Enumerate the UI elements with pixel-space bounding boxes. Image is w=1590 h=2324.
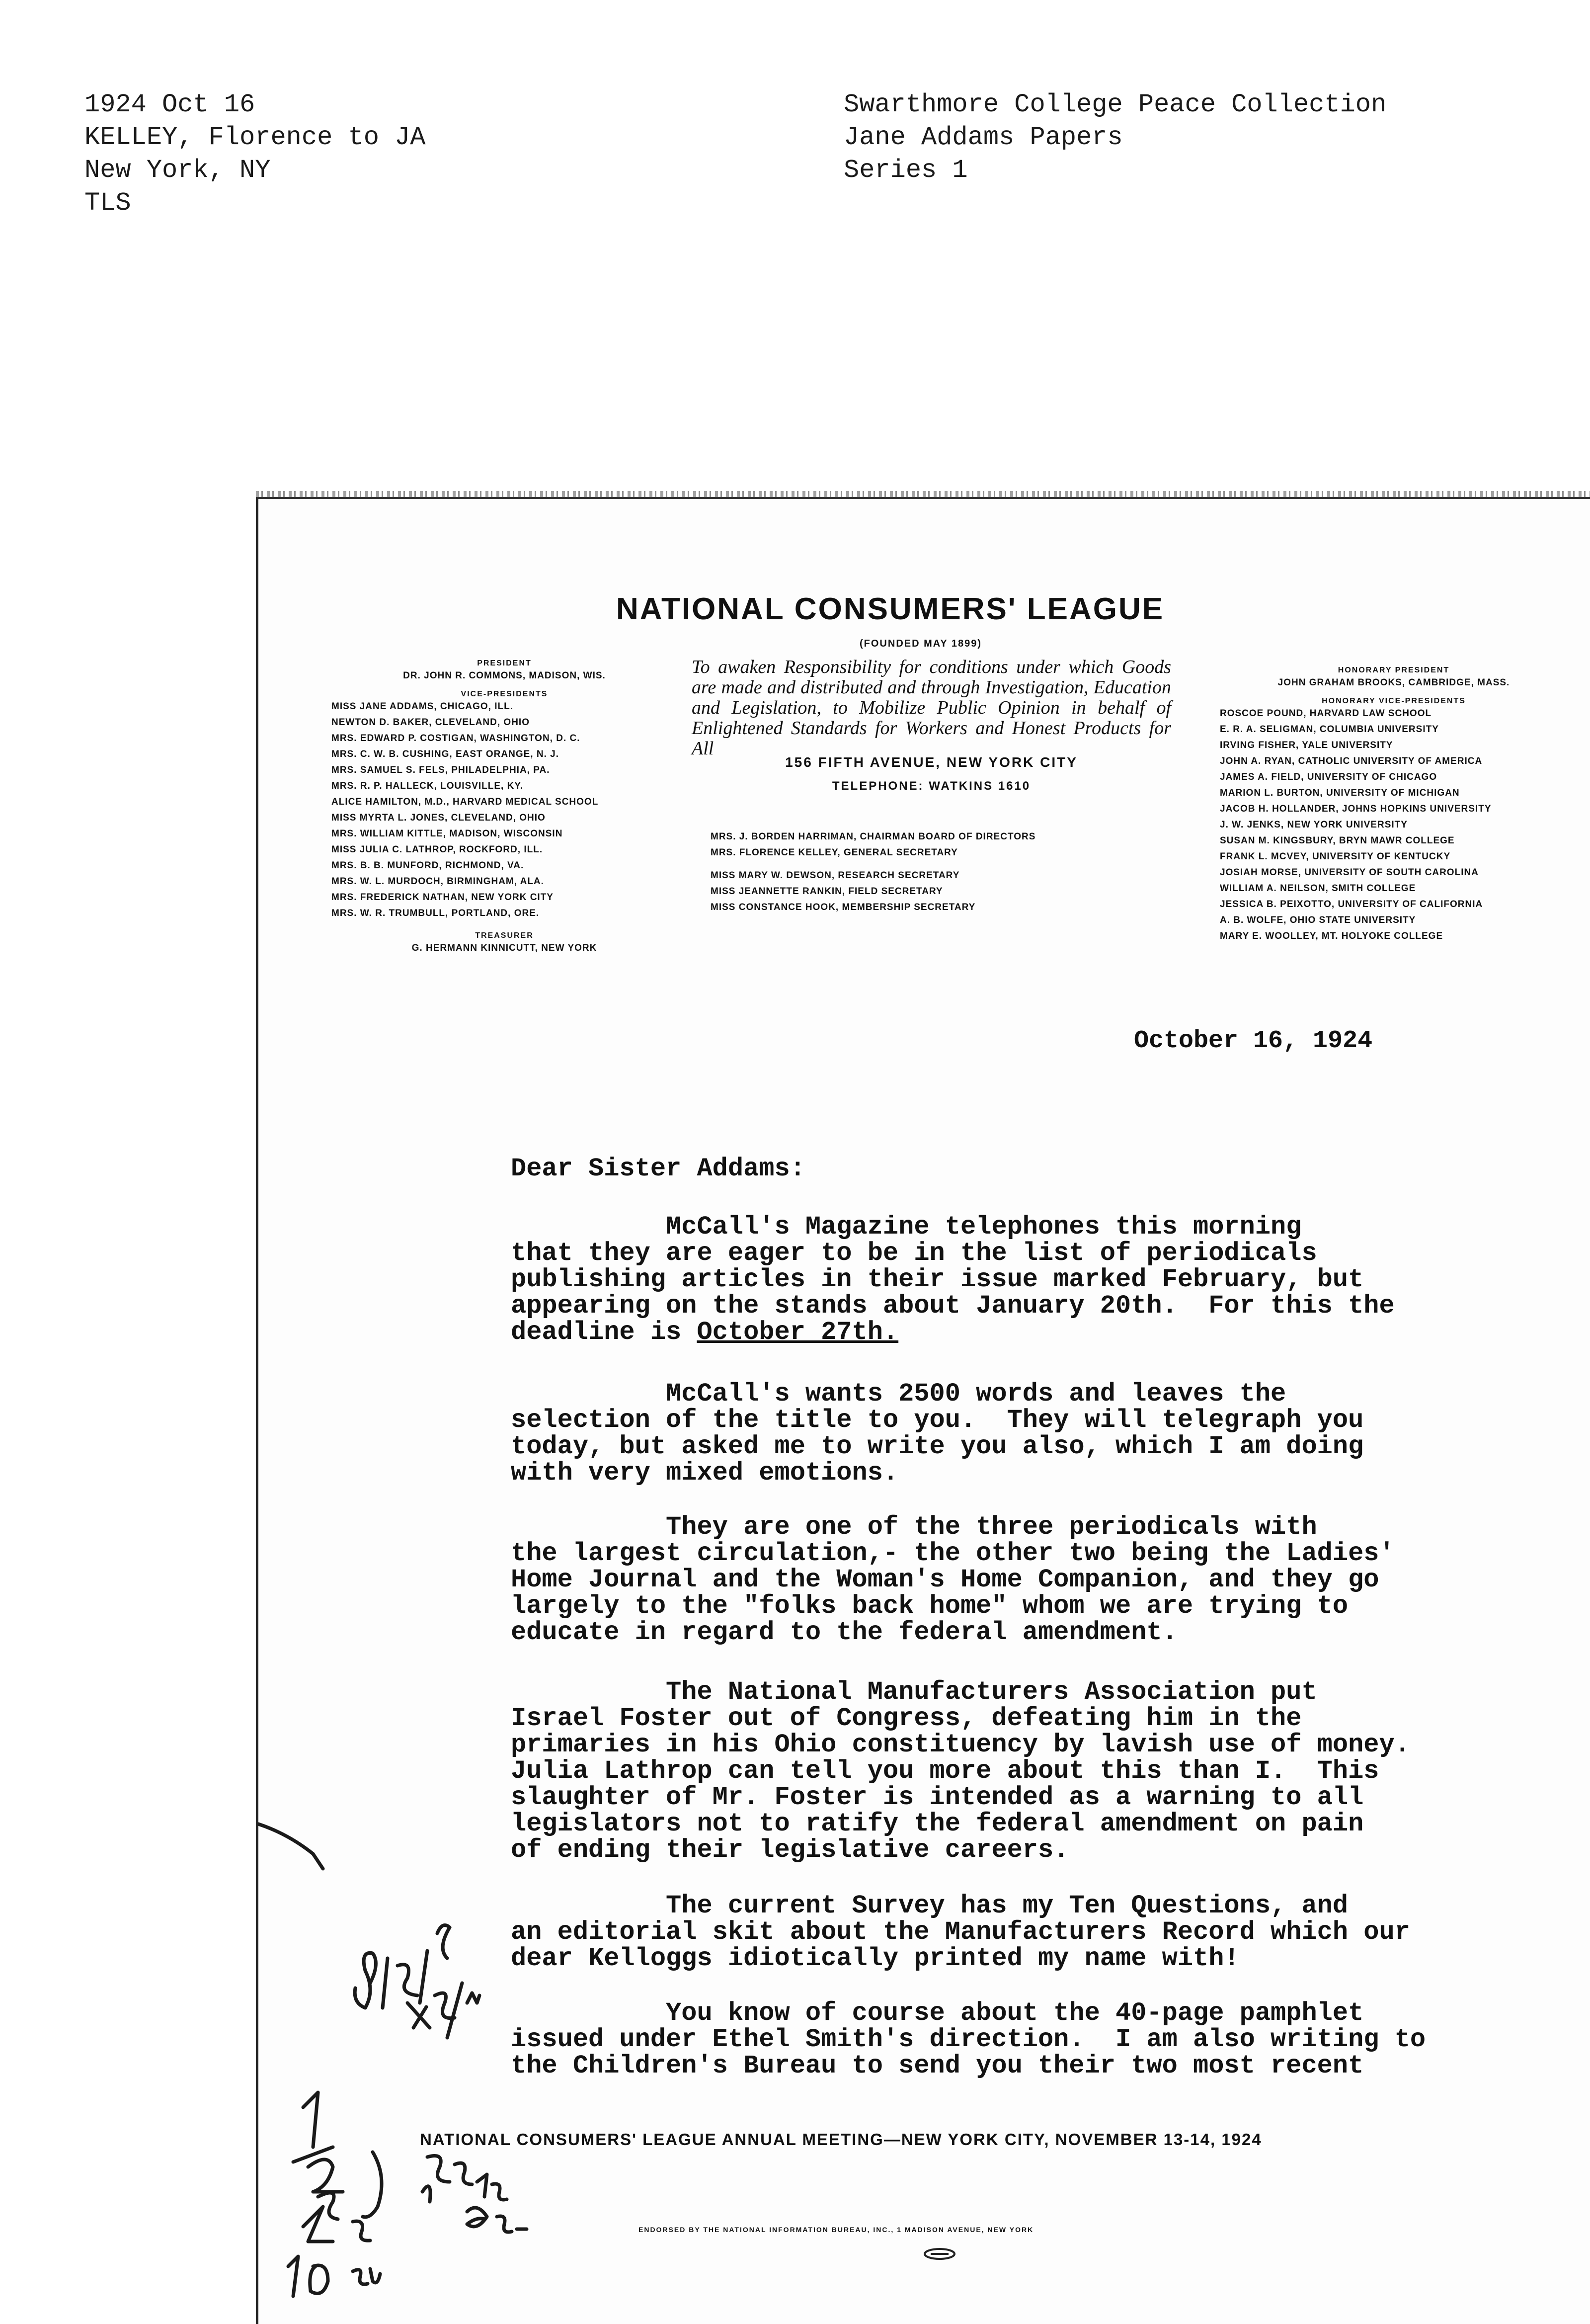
paragraph-line: Julia Lathrop can tell you more about this than I. This [511,1756,1379,1786]
honorary-vice-president: JOSIAH MORSE, UNIVERSITY OF SOUTH CAROLINA [1220,867,1479,878]
paragraph-line: appearing on the stands about January 20th. For this the [511,1291,1395,1321]
deadline-prefix: deadline is [511,1318,697,1347]
archive-doc-type: TLS [84,188,131,218]
treasurer-label: TREASURER [475,931,534,940]
paragraph-6 [511,2000,1426,2079]
vice-president: MRS. SAMUEL S. FELS, PHILADELPHIA, PA. [331,765,550,775]
vice-president: MISS JANE ADDAMS, CHICAGO, ILL. [331,701,513,712]
archive-header-right [844,88,1386,187]
staff-member: MISS MARY W. DEWSON, RESEARCH SECRETARY [711,870,960,881]
archive-date: 1924 Oct 16 [84,90,255,119]
honorary-vice-president: JOHN A. RYAN, CATHOLIC UNIVERSITY OF AMERICA [1220,756,1483,766]
vice-president: MRS. WILLIAM KITTLE, MADISON, WISCONSIN [331,829,563,839]
paragraph-line: the Children's Bureau to send you their two most recent [511,2051,1364,2080]
honorary-president-label: HONORARY PRESIDENT [1338,666,1450,674]
honorary-vice-president: FRANK L. MCVEY, UNIVERSITY OF KENTUCKY [1220,851,1451,862]
honorary-vps-label: HONORARY VICE-PRESIDENTS [1322,697,1466,705]
paragraph-line: primaries in his Ohio constituency by lavish use of money. [511,1730,1410,1759]
paragraph-line: educate in regard to the federal amendment. [511,1618,1178,1647]
letter-salutation: Dear Sister Addams: [511,1154,805,1183]
paragraph-line: The National Manufacturers Association put [511,1677,1317,1707]
archive-correspondents: KELLEY, Florence to JA [84,123,426,152]
vice-president: MRS. EDWARD P. COSTIGAN, WASHINGTON, D. C. [331,733,580,744]
vice-president: NEWTON D. BAKER, CLEVELAND, OHIO [331,717,530,728]
letterhead-telephone: TELEPHONE: WATKINS 1610 [832,779,1031,793]
archive-header-left [84,88,426,220]
endorsement-note: ENDORSED BY THE NATIONAL INFORMATION BUREAU, INC., 1 MADISON AVENUE, NEW YORK [638,2226,1034,2234]
president-name: DR. JOHN R. COMMONS, MADISON, WIS. [403,670,606,681]
paragraph-line: slaughter of Mr. Foster is intended as a warning to all [511,1783,1364,1812]
honorary-column [1220,666,1568,944]
paragraph-line: The current Survey has my Ten Questions, and [511,1891,1349,1920]
paragraph-line: of ending their legislative careers. [511,1835,1069,1865]
honorary-vice-president: E. R. A. SELIGMAN, COLUMBIA UNIVERSITY [1220,724,1439,735]
vice-president: MISS MYRTA L. JONES, CLEVELAND, OHIO [331,813,546,823]
letterhead-mission: To awaken Responsibility for conditions under which Goods are made and distributed and through Investigation, Education and Legislation, to Mobilize Public Opinion in behalf of Enlightened Standards for Workers and Honest Products for All [692,657,1171,759]
paragraph-line: legislators not to ratify the federal amendment on pain [511,1809,1364,1838]
vice-president: MRS. FREDERICK NATHAN, NEW YORK CITY [331,892,554,903]
deadline-date: October 27th. [697,1318,899,1347]
president-label: PRESIDENT [477,659,532,667]
paragraph-line: the largest circulation,- the other two being the Ladies' [511,1539,1395,1568]
paragraph-line: Home Journal and the Woman's Home Companion, and they go [511,1565,1379,1594]
paragraph-5 [511,1893,1410,1972]
honorary-vice-president: ROSCOE POUND, HARVARD LAW SCHOOL [1220,708,1432,719]
paragraph-line: McCall's Magazine telephones this morning [511,1212,1302,1242]
archive-collection: Swarthmore College Peace Collection [844,90,1387,119]
honorary-vice-president: JESSICA B. PEIXOTTO, UNIVERSITY OF CALIFORNIA [1220,899,1483,910]
staff-member: MRS. FLORENCE KELLEY, GENERAL SECRETARY [711,847,958,858]
paragraph-line: selection of the title to you. They will telegraph you [511,1406,1364,1435]
paragraph-line [511,1319,1395,1345]
paragraph-line: publishing articles in their issue marked February, but [511,1265,1364,1294]
paragraph-line: that they are eager to be in the list of periodicals [511,1239,1317,1268]
archive-place: New York, NY [84,156,271,185]
staff-member: MISS CONSTANCE HOOK, MEMBERSHIP SECRETARY [711,902,976,913]
archive-papers: Jane Addams Papers [844,123,1123,152]
paragraph-line: They are one of the three periodicals with [511,1512,1317,1542]
paragraph-line: McCall's wants 2500 words and leaves the [511,1379,1286,1409]
paragraph-line: issued under Ethel Smith's direction. I am also writing to [511,2025,1426,2054]
vice-president: ALICE HAMILTON, M.D., HARVARD MEDICAL SCHOOL [331,797,599,807]
vice-president: MRS. B. B. MUNFORD, RICHMOND, VA. [331,860,524,871]
honorary-president-name: JOHN GRAHAM BROOKS, CAMBRIDGE, MASS. [1277,677,1510,688]
vice-president: MISS JULIA C. LATHROP, ROCKFORD, ILL. [331,844,543,855]
paragraph-line: today, but asked me to write you also, which I am doing [511,1432,1364,1461]
vice-president: MRS. R. P. HALLECK, LOUISVILLE, KY. [331,781,524,791]
paragraph-line: dear Kelloggs idiotically printed my name with! [511,1944,1240,1973]
letterhead-org-name: NATIONAL CONSUMERS' LEAGUE [616,592,1165,626]
vice-president: MRS. C. W. B. CUSHING, EAST ORANGE, N. J. [331,749,559,759]
staff-member: MISS JEANNETTE RANKIN, FIELD SECRETARY [711,886,943,897]
honorary-vice-president: J. W. JENKS, NEW YORK UNIVERSITY [1220,820,1408,830]
letterhead-founded: (FOUNDED MAY 1899) [860,638,982,649]
letterhead-address: 156 FIFTH AVENUE, NEW YORK CITY [785,754,1078,770]
annual-meeting-note: NATIONAL CONSUMERS' LEAGUE ANNUAL MEETING—NEW YORK CITY, NOVEMBER 13-14, 1924 [420,2130,1262,2149]
vice-president: MRS. W. L. MURDOCH, BIRMINGHAM, ALA. [331,876,544,887]
archive-series: Series 1 [844,156,968,185]
paragraph-line: Israel Foster out of Congress, defeating him in the [511,1704,1302,1733]
union-bug-icon [922,2246,957,2261]
paragraph-line: an editorial skit about the Manufacturers Record which our [511,1917,1410,1947]
vice-president: MRS. W. R. TRUMBULL, PORTLAND, ORE. [331,908,540,918]
honorary-vice-president: JACOB H. HOLLANDER, JOHNS HOPKINS UNIVERSITY [1220,804,1492,814]
officers-column [325,659,683,956]
honorary-vice-president: SUSAN M. KINGSBURY, BRYN MAWR COLLEGE [1220,835,1455,846]
paragraph-2 [511,1381,1363,1486]
honorary-vice-president: WILLIAM A. NEILSON, SMITH COLLEGE [1220,883,1416,894]
paragraph-3 [511,1514,1395,1646]
staff-member: MRS. J. BORDEN HARRIMAN, CHAIRMAN BOARD OF DIRECTORS [711,831,1036,842]
treasurer-name: G. HERMANN KINNICUTT, NEW YORK [411,943,597,953]
paragraph-line: largely to the "folks back home" whom we are trying to [511,1591,1349,1621]
handwritten-annotations [258,1769,606,2321]
letter-date: October 16, 1924 [1134,1027,1373,1055]
honorary-vice-president: MARY E. WOOLLEY, MT. HOLYOKE COLLEGE [1220,931,1443,941]
honorary-vice-president: IRVING FISHER, YALE UNIVERSITY [1220,740,1393,750]
paragraph-1 [511,1214,1395,1345]
vice-presidents-label: VICE-PRESIDENTS [461,690,548,698]
paragraph-4 [511,1679,1410,1863]
paragraph-line: with very mixed emotions. [511,1458,899,1488]
staff-list [711,829,1168,915]
honorary-vice-president: JAMES A. FIELD, UNIVERSITY OF CHICAGO [1220,772,1437,782]
honorary-vice-president: MARION L. BURTON, UNIVERSITY OF MICHIGAN [1220,788,1460,798]
honorary-vice-president: A. B. WOLFE, OHIO STATE UNIVERSITY [1220,915,1416,925]
paragraph-line: You know of course about the 40-page pamphlet [511,1998,1364,2028]
